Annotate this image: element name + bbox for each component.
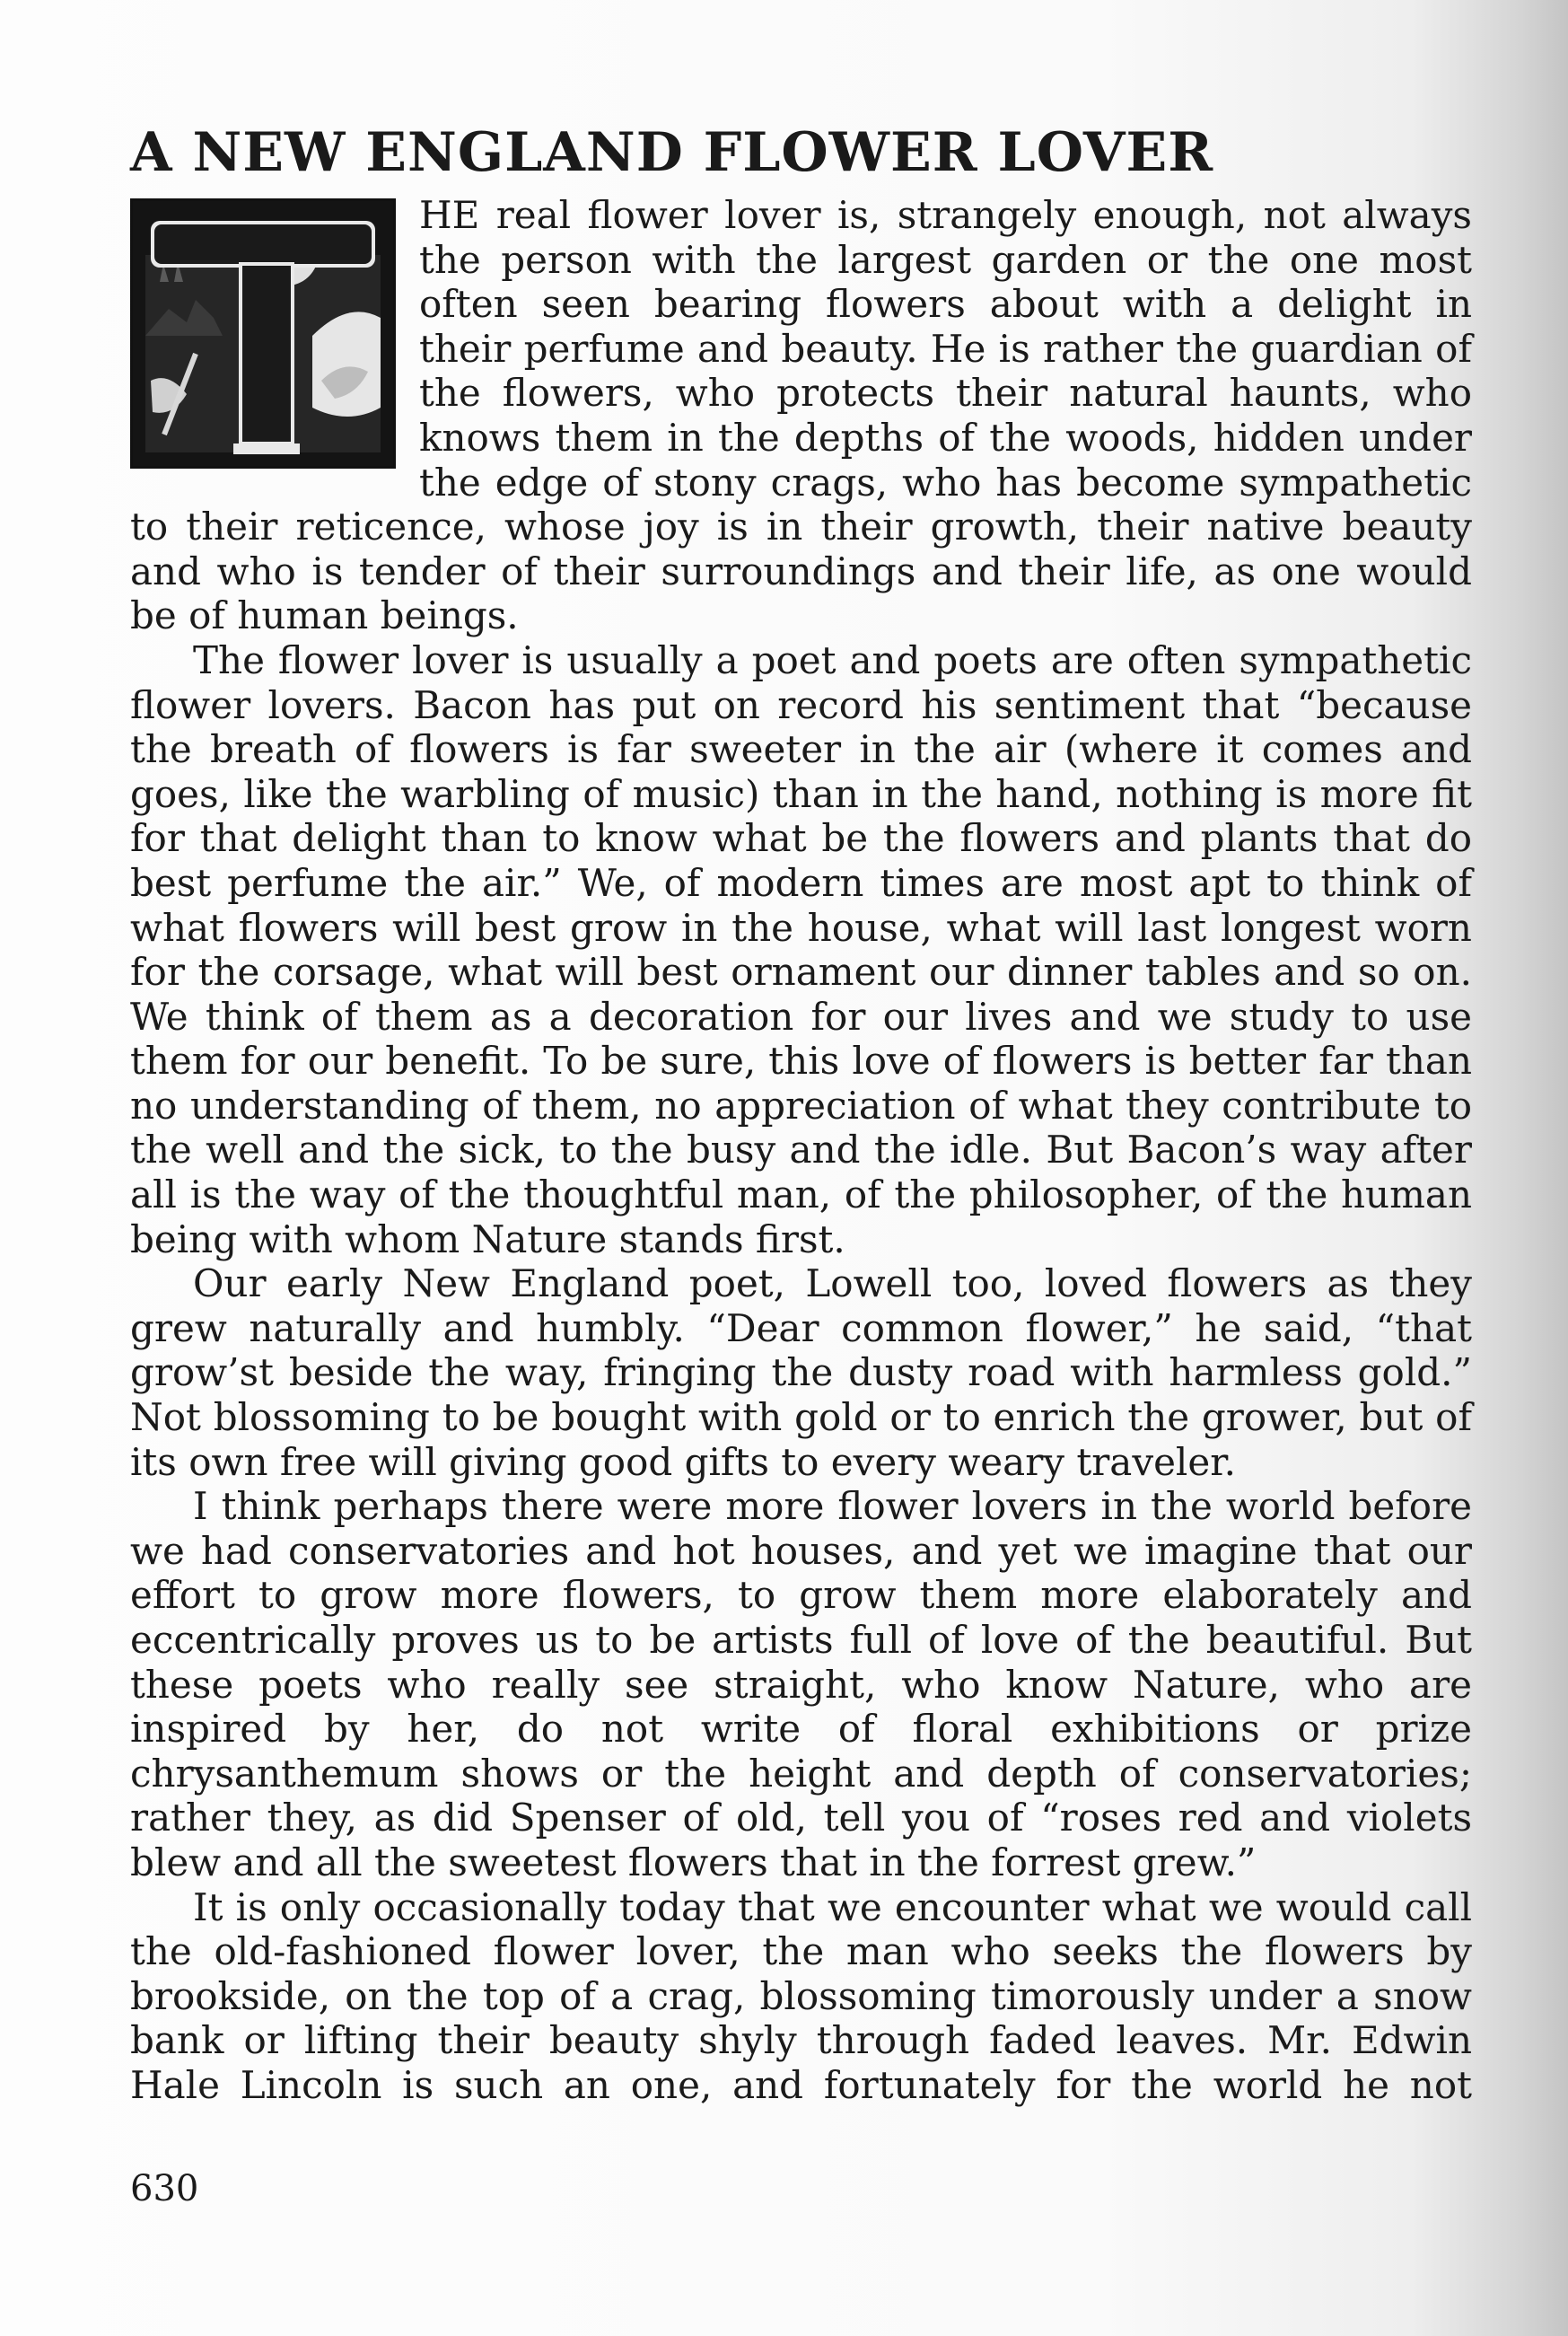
paragraph-5: It is only occasionally today that we encounter what we would call the old-fashioned flower lover, the man who seeks the flowers by brookside, on the top of a crag, blossoming timorously under a snow bank or lifting their beauty shyly through faded leaves. Mr. Edwin Hale Lincoln is such an one, and fortunately for the world he not	[130, 1884, 1472, 2107]
paragraph-2: The flower lover is usually a poet and poets are often sympathetic flower lovers. Bacon has put on record his sentiment that “because the breath of flowers is far sweeter in the air (where it comes and goes, like the warbling of music) than in the hand, nothing is more fit for that delight than to know what be the flowers and plants that do best perfume the air.” We, of modern times are most apt to think of what flowers will best grow in the house, what will last longest worn for the corsage, what will best ornament our dinner tables and so on. We think of them as a decoration for our lives and we study to use them for our benefit. To be sure, this love of flowers is better far than no understanding of them, no appreciation of what they contribute to the well and the sick, to the busy and the idle. But Bacon’s way after all is the way of the thoughtful man, of the philosopher, of the human being with whom Nature stands first.	[130, 637, 1472, 1261]
woodcut-illustration	[133, 201, 393, 466]
decorative-initial-t	[130, 198, 396, 469]
article-title: A NEW ENGLAND FLOWER LOVER	[130, 121, 1214, 184]
paragraph-1: HE real flower lover is, strangely enough, not always the person with the largest garden or the one most often seen bearing flowers about with a delight in their perfume and beauty. He is rather the guardian of the flowers, who protects their natural haunts, who knows them in the depths of the woods, hidden under the edge of stony crags, who has become sympathetic to their reticence, whose joy is in their growth, their native beauty and who is tender of their surroundings and their life, as one would be of human beings.	[130, 193, 1472, 638]
page-number: 630	[130, 2168, 199, 2209]
paragraph-4: I think perhaps there were more flower lovers in the world before we had conservatories and hot houses, and yet we imagine that our effort to grow more flowers, to grow them more elaborately and eccentrically proves us to be artists full of love of the beautiful. But these poets who really see straight, who know Nature, who are inspired by her, do not write of floral exhibitions or prize chrysanthemum shows or the height and depth of conservatories; rather they, as did Spenser of old, tell you of “roses red and violets blew and all the sweetest flowers that in the forrest grew.”	[130, 1484, 1472, 1884]
article	[130, 121, 1472, 2108]
paragraph-3: Our early New England poet, Lowell too, loved flowers as they grew naturally and humbly. “Dear common flower,” he said, “that grow’st beside the way, fringing the dusty road with harmless gold.” Not blossoming to be bought with gold or to enrich the grower, but of its own free will giving good gifts to every weary traveler.	[130, 1261, 1472, 1484]
